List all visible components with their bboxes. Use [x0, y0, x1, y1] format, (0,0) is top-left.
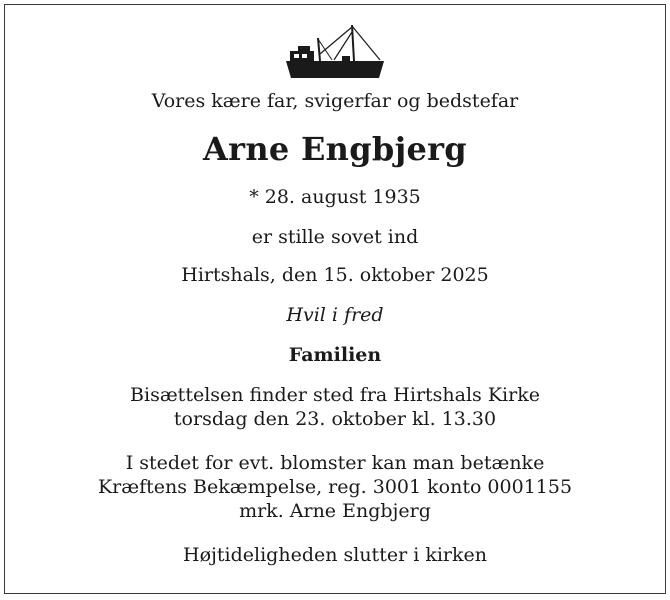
- birth-date: * 28. august 1935: [249, 186, 421, 208]
- signed-by: Familien: [288, 344, 382, 366]
- donation-line: mrk. Arne Engbjerg: [239, 500, 431, 522]
- deceased-name: Arne Engbjerg: [203, 130, 467, 168]
- donation-line: I stedet for evt. blomster kan man betænke: [125, 452, 545, 474]
- donation-line: Kræftens Bekæmpelse, reg. 3001 konto 0001155: [97, 476, 573, 498]
- fishing-boat-icon: [284, 24, 386, 80]
- funeral-line: Bisættelsen finder sted fra Hirtshals Kirke: [130, 384, 540, 406]
- closing-text: Højtideligheden slutter i kirken: [183, 544, 487, 566]
- funeral-line: torsdag den 23. oktober kl. 13.30: [173, 408, 497, 430]
- rest-in-peace: Hvil i fred: [286, 304, 384, 326]
- intro-text: Vores kære far, svigerfar og bedstefar: [151, 90, 519, 112]
- place-and-date: Hirtshals, den 15. oktober 2025: [181, 264, 489, 286]
- passed-away-text: er stille sovet ind: [251, 226, 419, 248]
